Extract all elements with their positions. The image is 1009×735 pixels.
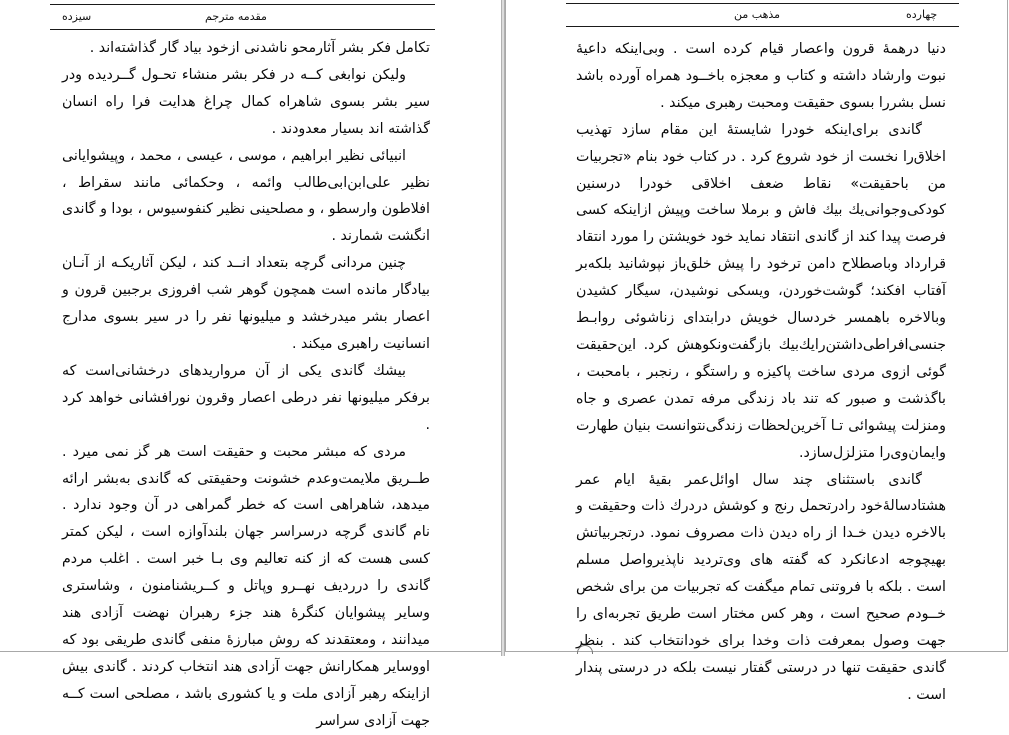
paragraph: دنیا درهمهٔ قرون واعصار قیام کرده است . وبی‌اینکه داعیهٔ نبوت وارشاد داشته و کتاب و معجزه باخــود همراه آورده باشد نسل بشررا بسوی حقیقت ومحبت رهبری میکند . bbox=[576, 41, 946, 111]
left-page bbox=[0, 0, 502, 729]
page-number: چهارده bbox=[906, 8, 938, 21]
paragraph: گاندی باستثنای چند سال اوائل‌عمر بقیهٔ ایام عمر هشتادسالهٔ‌خود رادرتحمل رنج و کوشش دردرك ذات وحقیقت و بالاخره دیدن خـدا از راه دیدن ذات مصروف نمود. درتجربیاتش بهیچوجه ادعانکرد که گفته های وی‌تردید ناپذیرواصل مسلم است . بلکه با فروتنی تمام میگفت که تجربیات من برای شخص خــودم صحیح است ، وهر کس مختار است طریق تجربه‌ای را جهت وصول بمعرفت ذات وخدا برای خودانتخاب کند . بنظر گاندی حقیقت تنها در درستی گفتار نیست بلکه در درستی پندار است . bbox=[576, 471, 946, 703]
paragraph: ولیکن نوابغی کــه در فکر بشر منشاء تحـول گــردیده ودر سیر بشر بسوی شاهراه کمال چراغ هدایت فرا راه انسان گذاشته اند بسیار معدودند . bbox=[62, 66, 430, 137]
paragraph: بیشك گاندی یکی از آن مرواریدهای درخشانی‌است که برفکر میلیونها نفر درطی اعصار وقرون نورافشانی خواهد کرد . bbox=[62, 362, 430, 433]
paragraph: انبیائی نظیر ابراهیم ، موسی ، عیسی ، محمد ، وپیشوایانی نظیر علی‌ابن‌ابی‌طالب وائمه ، وحکمائی مانند سقراط ، افلاطون وارسطو ، و مصلحینی نظیر کنفوسیوس ، بودا و گاندی انگشت شمارند . bbox=[61, 147, 430, 245]
paragraph: گاندی برای‌اینکه خودرا شایستهٔ این مقام سازد تهذیب اخلاق‌را نخست از خود شروع کرد . در کتاب خود بنام «تجربیات من باحقیقت» نقاط ضعف اخلاقی خودرا درسنین کودکی‌وجوانی‌یك بیك فاش و برملا ساخت وپیش ازاینکه کسی فرصت پیدا کند از گاندی انتقاد نماید خود خویشتن را مورد انتقاد قرارداد وباصطلاح دامن ترخود را پیش خلق‌باز نپوشانید بلکه‌بر آفتاب افکند؛ گوشت‌خوردن، ویسکی نوشیدن، سیگار کشیدن وبالاخره باهمسر خردسال خویش درابتدای زناشوئی روابـط جنسی‌افراطی‌داشتن‌رایك‌بیك بازگفت‌ونکوهش کرد. این‌حقیقت گوئی ازوی مردی ساخت پاکیزه و راستگو ، رنجبر ، بامحبت ، باگذشت و صبور که تند باد زندگی مرفه تمدن عصری و جاه ومنزلت پیشوائی تـا آخرین‌لحظات زندگی‌نتوانست بنیان طهارت وایمان‌وی‌را متزلزل‌سازد. bbox=[576, 121, 946, 461]
header-bottom-rule bbox=[50, 29, 435, 30]
running-header-title: مقدمه مترجم bbox=[205, 10, 267, 23]
page-body bbox=[576, 36, 946, 709]
page-number: سیزده bbox=[62, 10, 92, 23]
header-top-rule bbox=[566, 3, 959, 4]
paragraph: تکامل فکر بشر آثارمحو ناشدنی ازخود بیاد گار گذاشته‌اند . bbox=[89, 40, 430, 56]
paragraph: چنین مردانی گرچه بتعداد انــد کند ، لیکن آثاریکـه از آنـان بیادگار مانده است همچون گوهر شب افروزی برجبین قرون و اعصار بشر میدرخشد و میلیونها نفر را در سیر بسوی مدارج انسانیت راهبری میکند . bbox=[62, 255, 430, 352]
paragraph: مردی که مبشر محبت و حقیقت است هر گز نمی میرد . طــریق ملایمت‌وعدم خشونت وحقیقتی که گاندی به‌بشر ارائه میدهد، شاهراهی است که خطر گمراهی در آن وجود ندارد . نام گاندی گرچه درسراسر جهان بلندآوازه است ، لیکن کمتر کسی هست که از کنه تعالیم وی بـا خبر است . اغلب مردم گاندی را درردیف نهــرو وپاتل و کــریشنامنون ، وشاستری وسایر پیشوایان کنگرهٔ هند جزء رهبران نهضت آزادی هند میدانند ، ومعتقدند که روش مبارزهٔ منفی گاندی طریقی بود که اووسایر همکارانش جهت آزادی هند انتخاب کردند . گاندی بیش ازاینکه رهبر آزادی ملت و یا کشوری باشد ، مصلحی است کــه جهت آزادی سراسر bbox=[62, 443, 430, 729]
page-curl-mark bbox=[577, 645, 593, 654]
header-bottom-rule bbox=[566, 26, 959, 27]
header-top-rule bbox=[50, 4, 435, 5]
right-page bbox=[505, 0, 1008, 703]
running-header-title: مذهب من bbox=[734, 8, 781, 21]
page-body bbox=[62, 35, 430, 735]
